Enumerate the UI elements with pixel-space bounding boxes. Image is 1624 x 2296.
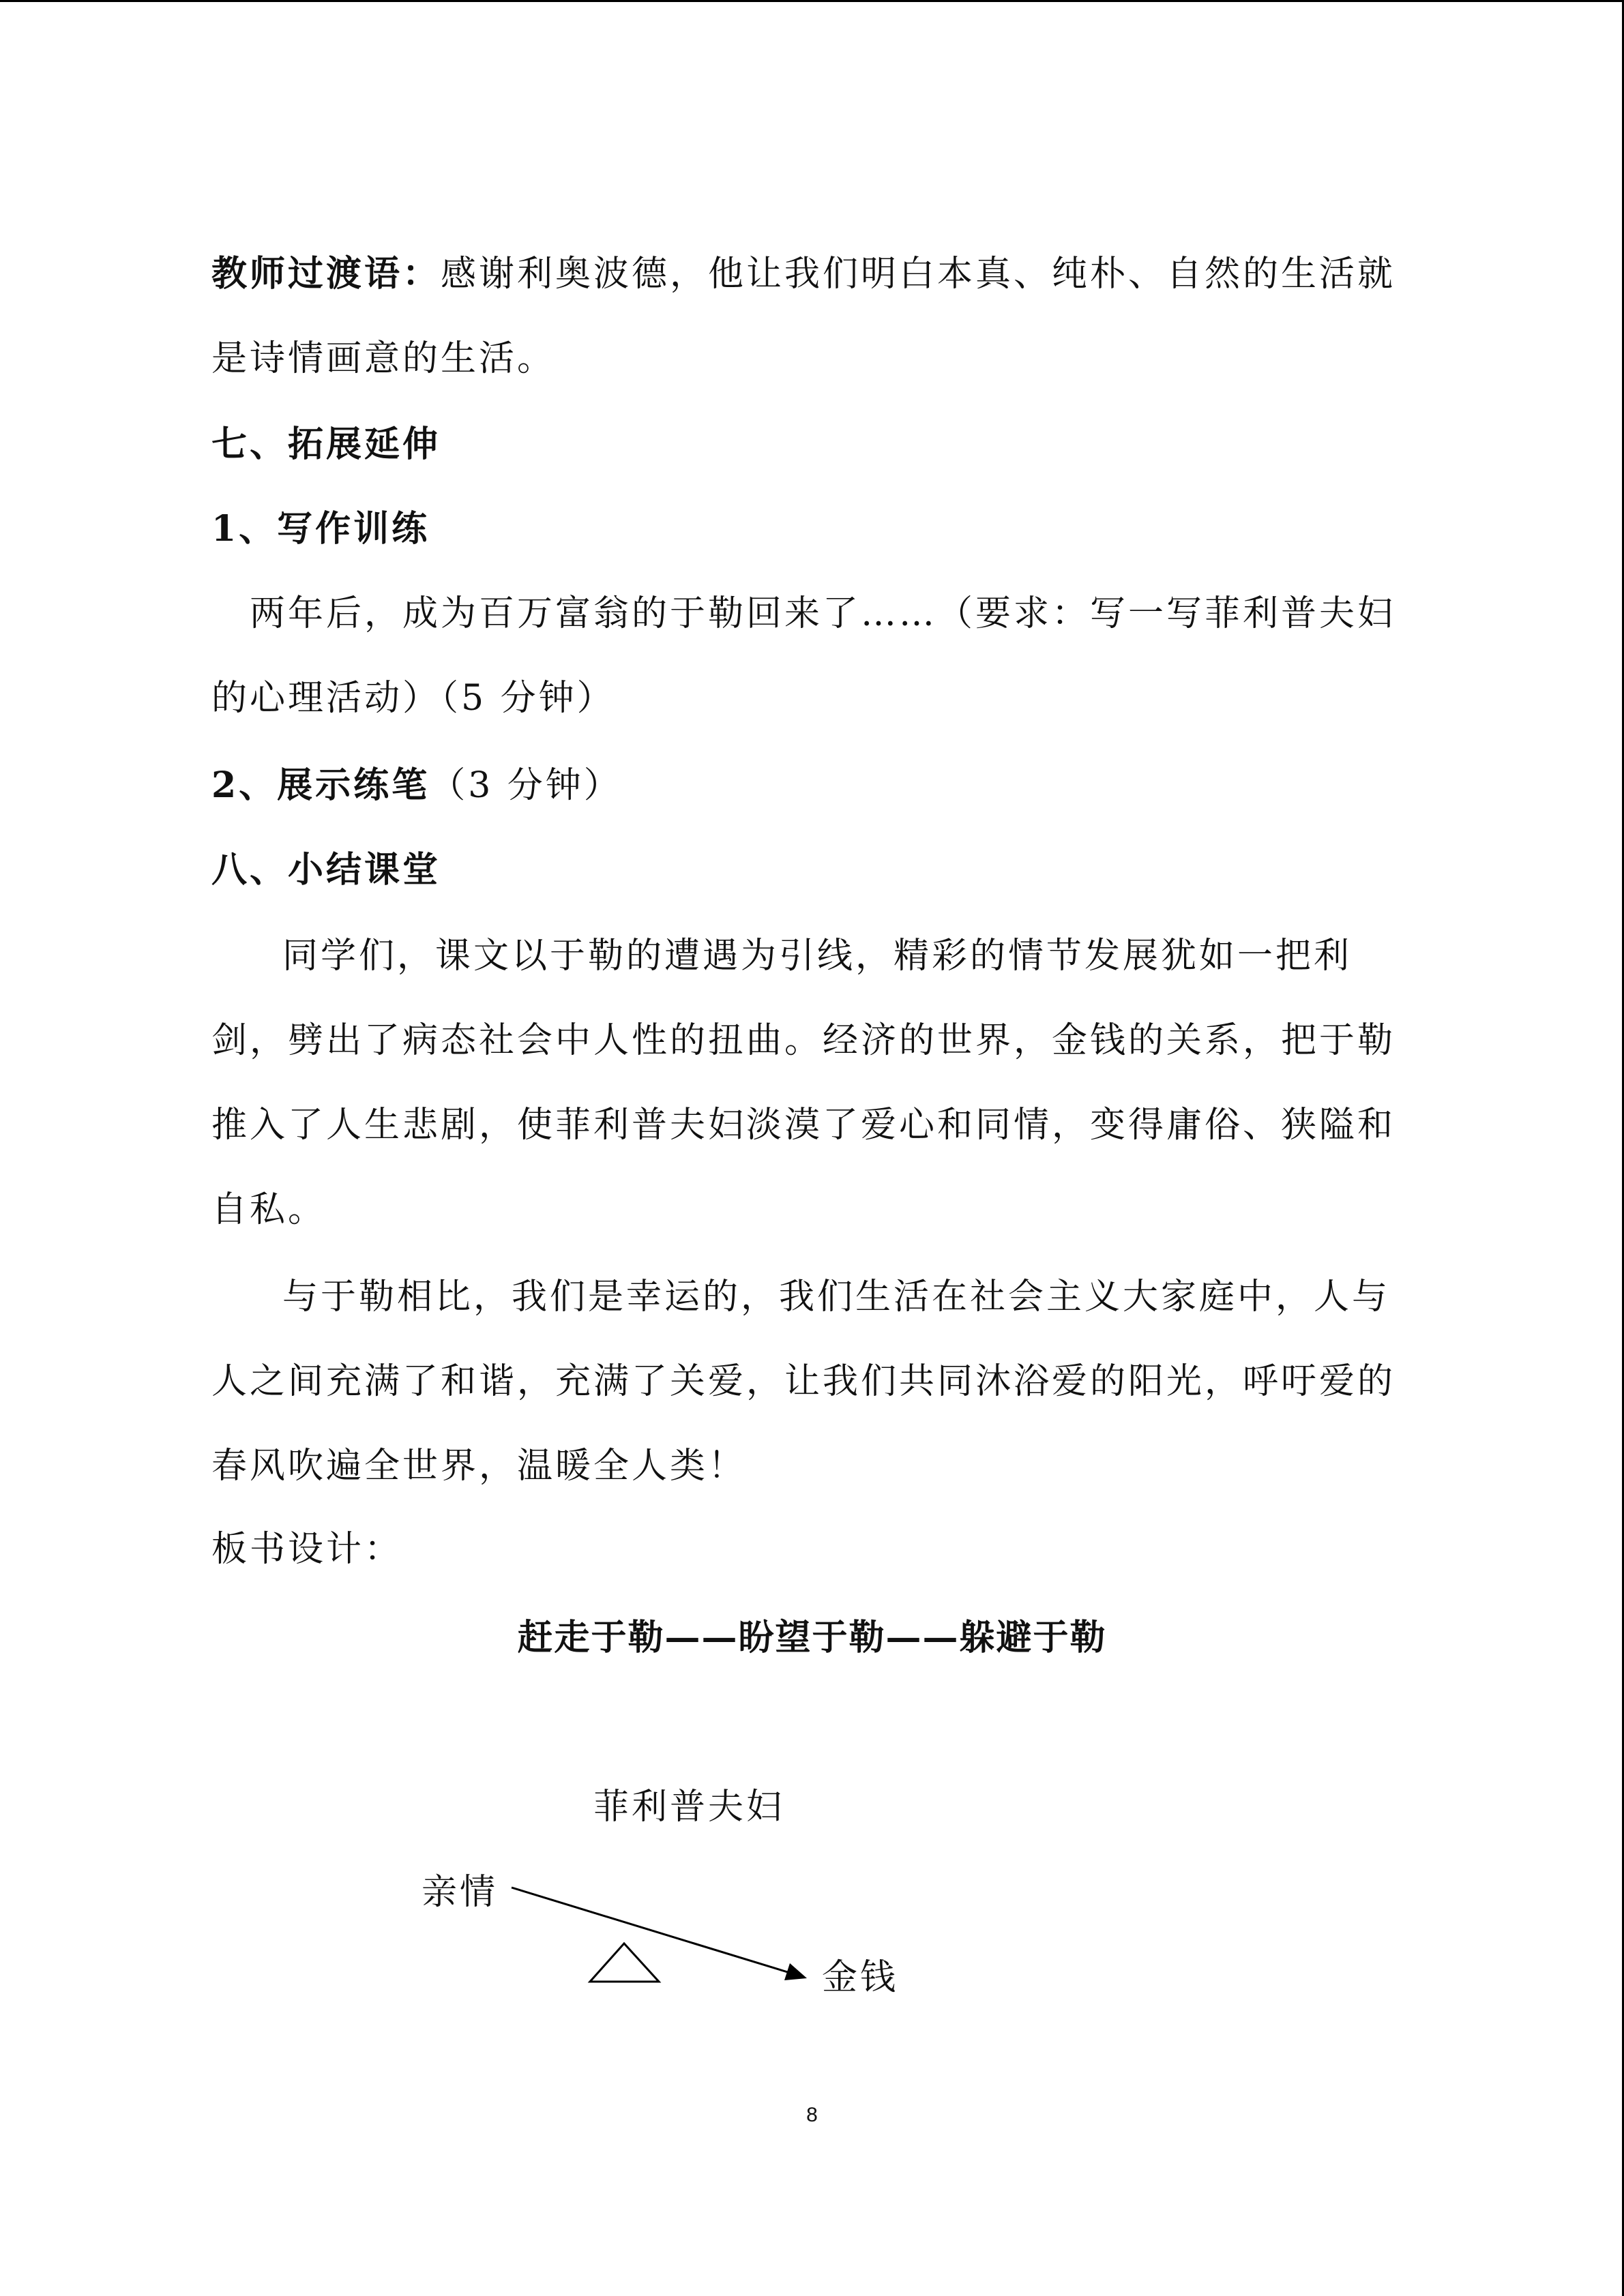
board-design-label: 板书设计：	[211, 1529, 403, 1570]
board-title: 赶走于勒——盼望于勒——躲避于勒	[517, 1617, 1107, 1658]
triangle-icon	[590, 1943, 659, 1982]
diagram-top-label: 菲利普夫妇	[593, 1787, 785, 1828]
writing-training-text: 两年后，成为百万富翁的于勒回来了……（要求：写一写菲利普夫妇的心理活动）（5 分钟）	[211, 593, 1396, 719]
section-8-heading: 八、小结课堂	[211, 849, 441, 891]
writing-training-heading: 1、写作训练	[211, 508, 430, 550]
diagram-left-label: 亲情	[422, 1872, 499, 1913]
diagram-right-label: 金钱	[822, 1957, 899, 1998]
transition-text: 感谢利奥波德，他让我们明白本真、纯朴、自然的生活就是诗情画意的生活。	[211, 254, 1396, 379]
show-practice-line	[211, 743, 1398, 828]
summary-paragraph-1: 同学们，课文以于勒的遭遇为引线，精彩的情节发展犹如一把利剑，劈出了病态社会中人性的扭曲。经济的世界，金钱的关系，把于勒推入了人生悲剧，使菲利普夫妇淡漠了爱心和同情，变得庸俗、狭隘和自私。	[211, 936, 1396, 1230]
arrow-icon	[512, 1888, 807, 1980]
show-practice-note: （3 分钟）	[430, 765, 622, 806]
page-number: 8	[806, 2104, 818, 2126]
top-border	[0, 0, 1624, 2]
transition-label: 教师过渡语：	[211, 253, 441, 295]
show-practice-heading: 2、展示练笔	[211, 764, 430, 806]
summary-paragraph-2: 与于勒相比，我们是幸运的，我们生活在社会主义大家庭中，人与人之间充满了和谐，充满了关爱，让我们共同沐浴爱的阳光，呼吁爱的春风吹遍全世界，温暖全人类！	[211, 1277, 1396, 1487]
transition-paragraph	[211, 232, 1398, 401]
section-7-heading: 七、拓展延伸	[211, 423, 441, 465]
